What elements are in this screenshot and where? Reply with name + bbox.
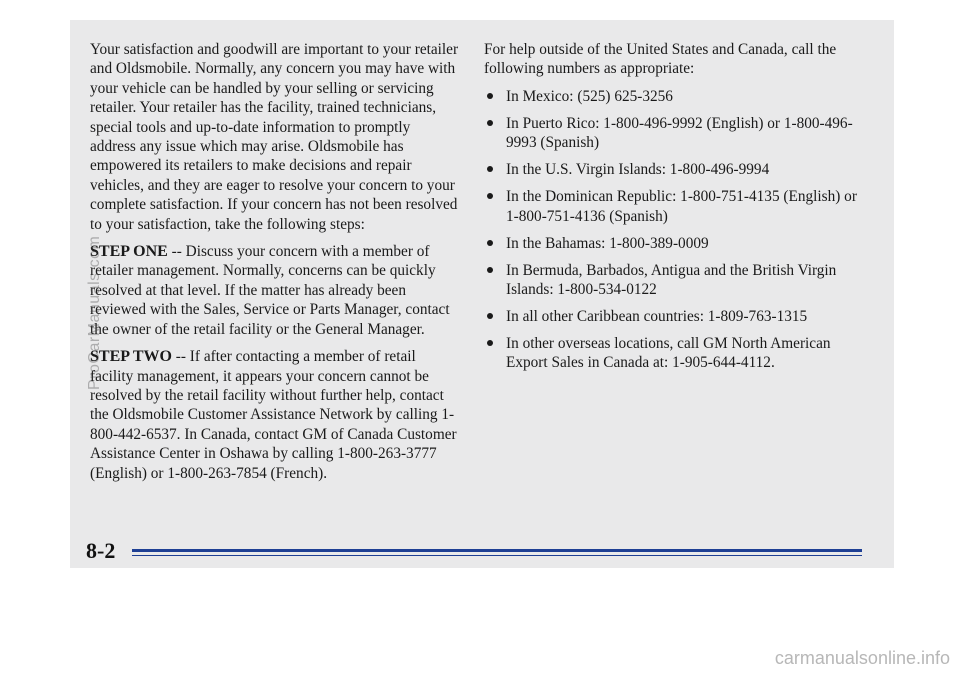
list-item xyxy=(484,261,864,300)
bullet-icon xyxy=(487,120,493,126)
phone-number-list xyxy=(484,87,864,373)
bullet-icon xyxy=(487,313,493,319)
bullet-icon xyxy=(487,267,493,273)
step-two-label: STEP TWO xyxy=(90,348,172,366)
list-item xyxy=(484,187,864,226)
footer-rule-thick xyxy=(132,549,862,552)
list-item xyxy=(484,160,864,179)
page-footer xyxy=(86,538,886,568)
list-item-text: In Puerto Rico: 1-800-496-9992 (English) or 1-800-496-9993 (Spanish) xyxy=(506,114,853,152)
page-number: 8-2 xyxy=(86,538,116,563)
list-item xyxy=(484,114,864,153)
step-one-paragraph xyxy=(90,242,460,339)
side-watermark: ProCarManuals.com xyxy=(86,235,103,390)
right-column xyxy=(484,40,864,380)
step-two-text: -- If after contacting a member of retail facility management, it appears your concern cannot be resolved by the retail facility without further help, contact the Oldsmobile Customer Assistance Network by calling 1-800-442-6537. In Canada, contact GM of Canada Customer Assistance Center in Oshawa by calling 1-800-263-3777 (English) or 1-800-263-7854 (French). xyxy=(90,348,457,482)
list-item-text: In the Bahamas: 1-800-389-0009 xyxy=(506,234,709,252)
list-item-text: In other overseas locations, call GM North American Export Sales in Canada at: 1-905-644-4112. xyxy=(506,335,831,372)
list-item-text: In the U.S. Virgin Islands: 1-800-496-9994 xyxy=(506,161,770,179)
list-item xyxy=(484,234,864,253)
list-item xyxy=(484,334,864,373)
footer-rule-thin xyxy=(132,555,862,556)
step-two-paragraph xyxy=(90,347,460,483)
bullet-icon xyxy=(487,93,493,99)
list-item-text: In Mexico: (525) 625-3256 xyxy=(506,87,673,105)
list-item-text: In Bermuda, Barbados, Antigua and the British Virgin Islands: 1-800-534-0122 xyxy=(506,261,837,299)
manual-page xyxy=(70,20,894,568)
list-item xyxy=(484,87,864,106)
bullet-icon xyxy=(487,340,493,346)
site-watermark[interactable]: carmanualsonline.info xyxy=(774,648,950,668)
list-item-text: In all other Caribbean countries: 1-809-763-1315 xyxy=(506,308,808,326)
bullet-icon xyxy=(487,240,493,246)
intro-paragraph: Your satisfaction and goodwill are important to your retailer and Oldsmobile. Normally, any concern you may have with your vehicle can be handled by your selling or servicing retailer. Your retailer has the facility, trained technicians, special tools and up-to-date information to promptly address any issue which may arise. Oldsmobile has empowered its retailers to make decisions and repair vehicles, and they are eager to resolve your concern to your complete satisfaction. If your concern has not been resolved to your satisfaction, take the following steps: xyxy=(90,41,459,233)
list-item xyxy=(484,307,864,326)
list-item-text: In the Dominican Republic: 1-800-751-4135 (English) or 1-800-751-4136 (Spanish) xyxy=(506,188,857,225)
international-intro: For help outside of the United States and Canada, call the following numbers as appropriate: xyxy=(484,41,837,78)
left-column xyxy=(90,40,460,491)
step-one-text: -- Discuss your concern with a member of retailer management. Normally, concerns can be quickly resolved at that level. If the matter has already been reviewed with the Sales, Service or Parts Manager, contact the owner of the retail facility or the General Manager. xyxy=(90,243,450,338)
step-one-label: STEP ONE xyxy=(90,243,168,261)
bullet-icon xyxy=(487,166,493,172)
bullet-icon xyxy=(487,193,493,199)
